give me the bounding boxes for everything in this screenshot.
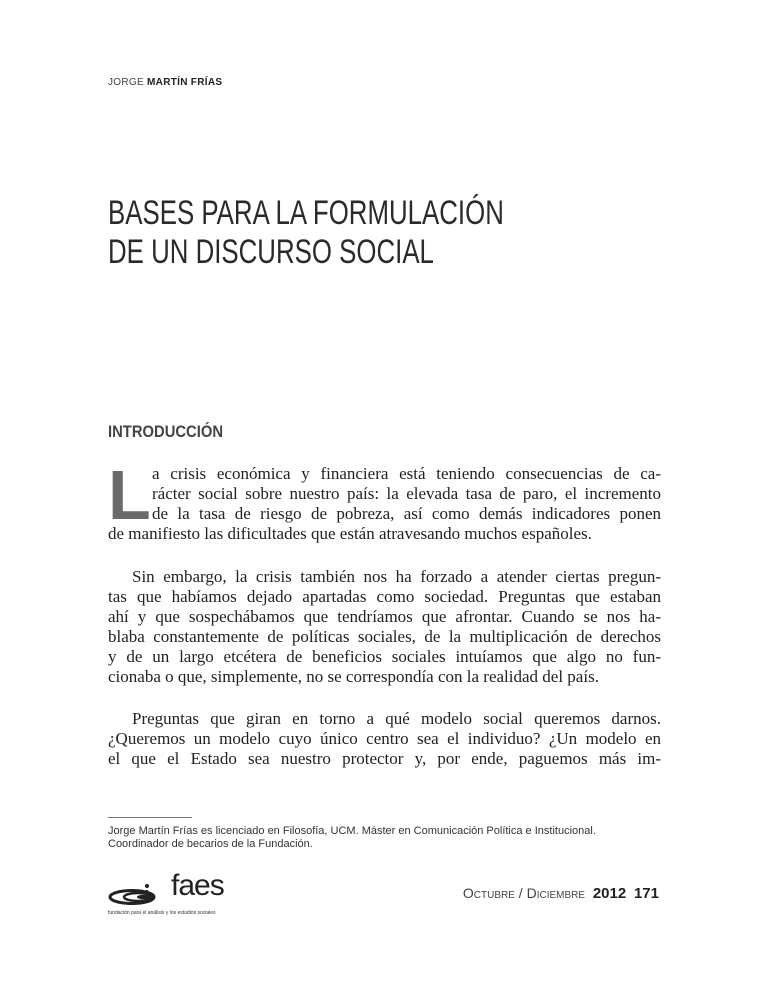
paragraph [108,456,661,544]
author-last-name: MARTÍN FRÍAS [147,77,223,88]
footnote-line: Coordinador de becarios de la Fundación. [108,838,313,850]
page-footer [463,884,659,903]
page-number: 171 [633,885,659,902]
title-line: BASES PARA LA FORMULACIÓN [108,194,504,232]
text-line: de manifiesto las dificultades que están atravesando muchos españoles. [108,524,592,543]
footnote-divider [108,817,192,818]
text-line: rácter social sobre nuestro país: la elevada tasa de paro, el incremento [152,484,661,503]
text-line: a crisis económica y financiera está teniendo consecuencias de ca- [152,464,661,483]
faes-logo [108,869,248,918]
text-line: cionaba o que, simplemente, no se correspondía con la realidad del país. [108,667,599,686]
logo-wordmark: faes [171,869,224,902]
text-line: y de un largo etcétera de beneficios sociales intuíamos que algo no fun- [108,647,661,666]
title-line: DE UN DISCURSO SOCIAL [108,233,434,271]
paragraph [108,567,661,687]
article-title [108,194,504,272]
paragraph [108,709,661,769]
section-heading: INTRODUCCIÓN [108,422,224,441]
text-line: blaba constantemente de políticas sociales, de la multiplicación de derechos [108,627,661,646]
text-line: ahí y que sospechábamos que tendríamos que afrontar. Cuando se nos ha- [108,607,661,626]
text-line: de la tasa de riesgo de pobreza, así como demás indicadores ponen [152,504,661,523]
text-line: Preguntas que giran en torno a qué modelo social queremos darnos. [132,709,661,728]
footnote-line: Jorge Martín Frías es licenciado en Filosofía, UCM. Máster en Comunicación Política e Institucional. [108,825,596,837]
drop-cap: L [108,456,151,534]
issue-year: 2012 [592,885,627,902]
text-line: tas que habíamos dejado apartadas como sociedad. Preguntas que estaban [108,587,661,606]
text-line: ¿Queremos un modelo cuyo único centro sea el individuo? ¿Un modelo en [108,729,661,748]
text-line: el que el Estado sea nuestro protector y, por ende, paguemos más im- [108,749,661,768]
running-header-author [108,77,222,89]
text-line: Sin embargo, la crisis también nos ha forzado a atender ciertas pregun- [132,567,661,586]
author-first-name: JORGE [108,77,144,88]
issue-period: Octubre / Diciembre [462,885,586,901]
footnote [108,825,596,851]
logo-tagline: fundación para el análisis y los estudios sociales [108,910,216,916]
faes-swirl-icon [108,880,168,906]
